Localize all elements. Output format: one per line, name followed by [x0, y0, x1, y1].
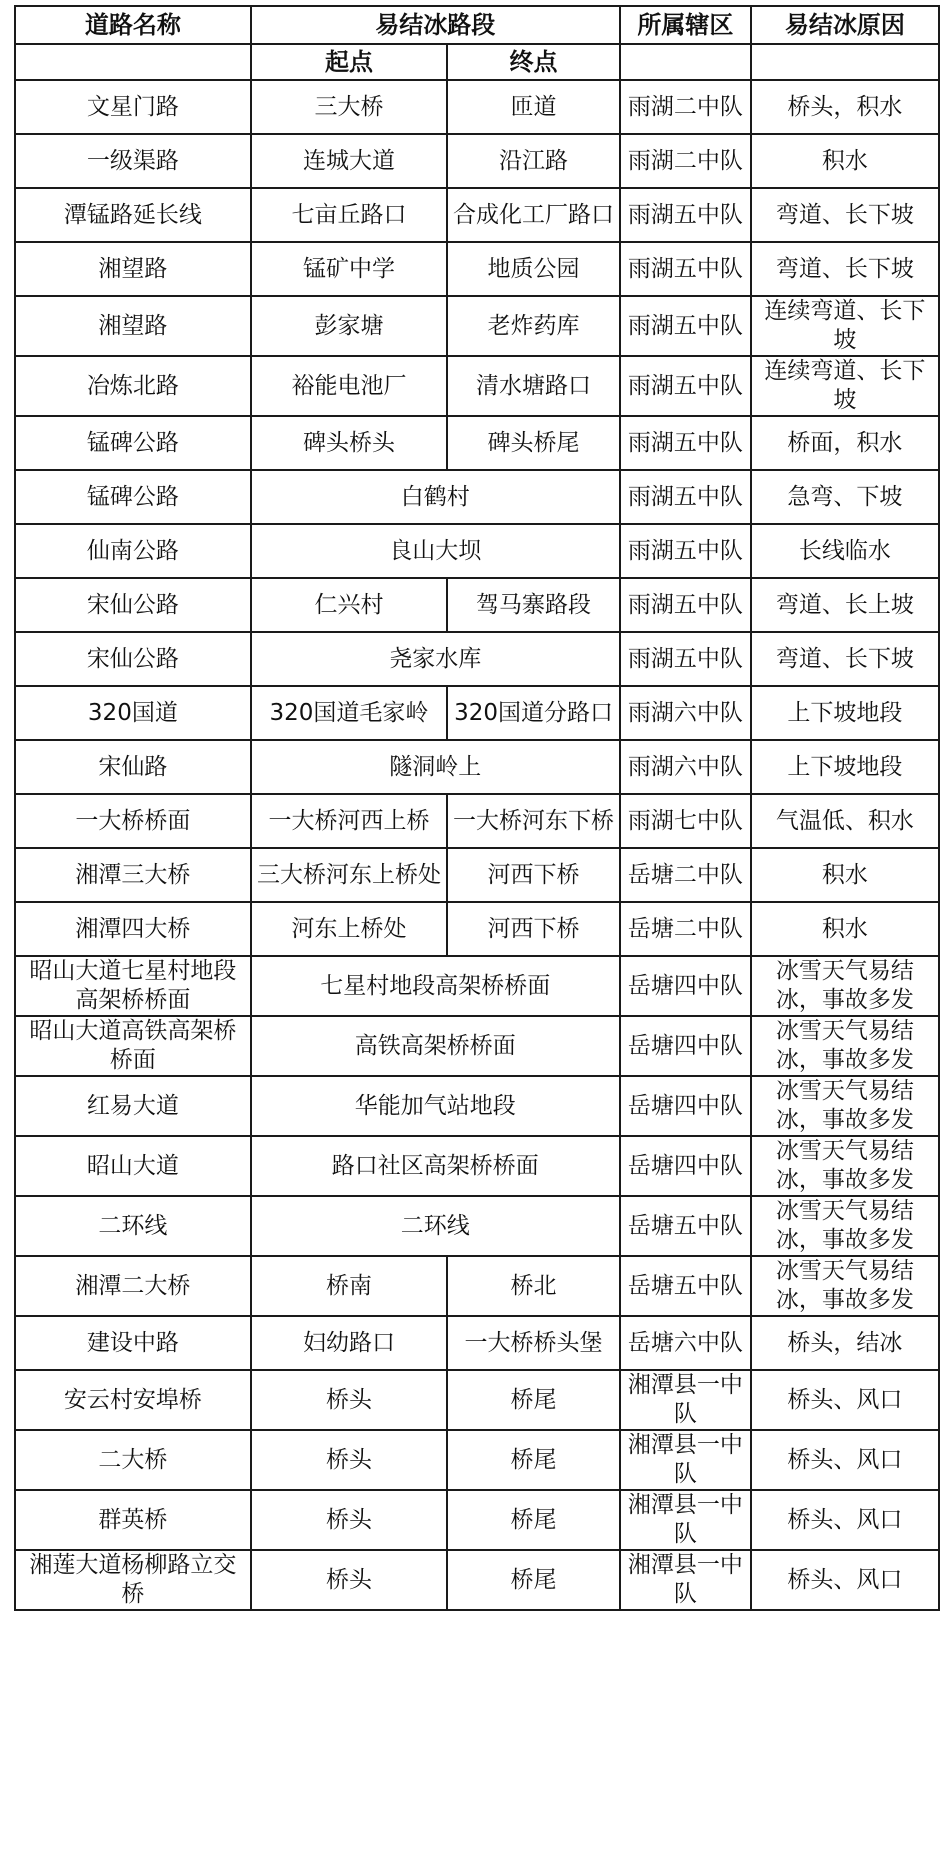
- icy-road-table: [14, 5, 940, 1611]
- section-merged-cell: 尧家水库: [251, 632, 620, 686]
- table-row: [15, 524, 939, 578]
- road-name-cell: 湘潭四大桥: [15, 902, 251, 956]
- table-row: [15, 188, 939, 242]
- district-cell: 岳塘二中队: [620, 902, 751, 956]
- table-row: [15, 1016, 939, 1076]
- road-name-cell: 冶炼北路: [15, 356, 251, 416]
- section-end-cell: 老炸药库: [447, 296, 620, 356]
- table-row: [15, 956, 939, 1016]
- reason-cell: 冰雪天气易结冰，事故多发: [751, 956, 939, 1016]
- reason-cell: 桥头、风口: [751, 1550, 939, 1610]
- table-row: [15, 296, 939, 356]
- road-name-cell: 320国道: [15, 686, 251, 740]
- table-row: [15, 242, 939, 296]
- table-row: [15, 1370, 939, 1430]
- subheader-empty: [15, 44, 251, 80]
- subheader-row: [15, 44, 939, 80]
- district-cell: 岳塘六中队: [620, 1316, 751, 1370]
- district-cell: 岳塘四中队: [620, 1016, 751, 1076]
- district-cell: 岳塘四中队: [620, 1076, 751, 1136]
- district-cell: 岳塘四中队: [620, 1136, 751, 1196]
- section-end-cell: 320国道分路口: [447, 686, 620, 740]
- district-cell: 岳塘二中队: [620, 848, 751, 902]
- section-start-cell: 桥头: [251, 1430, 447, 1490]
- header-row: [15, 6, 939, 44]
- district-cell: 雨湖五中队: [620, 188, 751, 242]
- district-cell: 雨湖六中队: [620, 686, 751, 740]
- district-cell: 雨湖五中队: [620, 296, 751, 356]
- road-name-cell: 二环线: [15, 1196, 251, 1256]
- table-row: [15, 80, 939, 134]
- section-start-cell: 三大桥: [251, 80, 447, 134]
- section-end-cell: 驾马寨路段: [447, 578, 620, 632]
- table-row: [15, 416, 939, 470]
- road-name-cell: 昭山大道高铁高架桥桥面: [15, 1016, 251, 1076]
- section-start-cell: 连城大道: [251, 134, 447, 188]
- district-cell: 岳塘五中队: [620, 1256, 751, 1316]
- reason-cell: 桥面，积水: [751, 416, 939, 470]
- reason-cell: 桥头，积水: [751, 80, 939, 134]
- road-name-cell: 一大桥桥面: [15, 794, 251, 848]
- table-row: [15, 470, 939, 524]
- section-end-cell: 桥尾: [447, 1490, 620, 1550]
- section-end-cell: 桥尾: [447, 1370, 620, 1430]
- section-merged-cell: 华能加气站地段: [251, 1076, 620, 1136]
- district-cell: 雨湖五中队: [620, 470, 751, 524]
- district-cell: 雨湖六中队: [620, 740, 751, 794]
- table-row: [15, 1136, 939, 1196]
- subheader-empty: [620, 44, 751, 80]
- section-end-cell: 河西下桥: [447, 848, 620, 902]
- road-name-cell: 建设中路: [15, 1316, 251, 1370]
- reason-cell: 长线临水: [751, 524, 939, 578]
- road-name-cell: 锰碑公路: [15, 416, 251, 470]
- reason-cell: 弯道、长上坡: [751, 578, 939, 632]
- section-merged-cell: 二环线: [251, 1196, 620, 1256]
- table-row: [15, 794, 939, 848]
- reason-cell: 急弯、下坡: [751, 470, 939, 524]
- road-name-cell: 二大桥: [15, 1430, 251, 1490]
- subheader-start: 起点: [251, 44, 447, 80]
- district-cell: 雨湖二中队: [620, 134, 751, 188]
- reason-cell: 桥头、风口: [751, 1490, 939, 1550]
- table-row: [15, 848, 939, 902]
- header-reason: 易结冰原因: [751, 6, 939, 44]
- section-start-cell: 妇幼路口: [251, 1316, 447, 1370]
- district-cell: 雨湖五中队: [620, 416, 751, 470]
- section-end-cell: 沿江路: [447, 134, 620, 188]
- reason-cell: 弯道、长下坡: [751, 242, 939, 296]
- section-end-cell: 一大桥河东下桥: [447, 794, 620, 848]
- road-name-cell: 仙南公路: [15, 524, 251, 578]
- district-cell: 湘潭县一中队: [620, 1490, 751, 1550]
- section-end-cell: 桥北: [447, 1256, 620, 1316]
- road-name-cell: 湘望路: [15, 296, 251, 356]
- reason-cell: 弯道、长下坡: [751, 632, 939, 686]
- reason-cell: 连续弯道、长下坡: [751, 356, 939, 416]
- section-merged-cell: 良山大坝: [251, 524, 620, 578]
- table-row: [15, 740, 939, 794]
- table-header: [15, 6, 939, 80]
- section-start-cell: 320国道毛家岭: [251, 686, 447, 740]
- reason-cell: 弯道、长下坡: [751, 188, 939, 242]
- header-road-name: 道路名称: [15, 6, 251, 44]
- reason-cell: 上下坡地段: [751, 740, 939, 794]
- district-cell: 雨湖五中队: [620, 578, 751, 632]
- road-name-cell: 湘潭三大桥: [15, 848, 251, 902]
- section-start-cell: 桥南: [251, 1256, 447, 1316]
- road-name-cell: 湘莲大道杨柳路立交桥: [15, 1550, 251, 1610]
- district-cell: 雨湖五中队: [620, 242, 751, 296]
- table-row: [15, 1196, 939, 1256]
- section-start-cell: 三大桥河东上桥处: [251, 848, 447, 902]
- road-name-cell: 宋仙路: [15, 740, 251, 794]
- table-row: [15, 1550, 939, 1610]
- subheader-empty: [751, 44, 939, 80]
- road-name-cell: 宋仙公路: [15, 578, 251, 632]
- district-cell: 岳塘五中队: [620, 1196, 751, 1256]
- road-name-cell: 潭锰路延长线: [15, 188, 251, 242]
- reason-cell: 冰雪天气易结冰，事故多发: [751, 1256, 939, 1316]
- section-end-cell: 合成化工厂路口: [447, 188, 620, 242]
- section-end-cell: 地质公园: [447, 242, 620, 296]
- section-end-cell: 匝道: [447, 80, 620, 134]
- section-end-cell: 清水塘路口: [447, 356, 620, 416]
- road-name-cell: 湘望路: [15, 242, 251, 296]
- section-merged-cell: 隧洞岭上: [251, 740, 620, 794]
- road-name-cell: 湘潭二大桥: [15, 1256, 251, 1316]
- road-name-cell: 锰碑公路: [15, 470, 251, 524]
- section-start-cell: 彭家塘: [251, 296, 447, 356]
- section-end-cell: 碑头桥尾: [447, 416, 620, 470]
- table-row: [15, 134, 939, 188]
- road-name-cell: 安云村安埠桥: [15, 1370, 251, 1430]
- section-start-cell: 河东上桥处: [251, 902, 447, 956]
- reason-cell: 气温低、积水: [751, 794, 939, 848]
- road-name-cell: 红易大道: [15, 1076, 251, 1136]
- road-name-cell: 一级渠路: [15, 134, 251, 188]
- section-merged-cell: 七星村地段高架桥桥面: [251, 956, 620, 1016]
- header-section: 易结冰路段: [251, 6, 620, 44]
- road-name-cell: 群英桥: [15, 1490, 251, 1550]
- section-start-cell: 裕能电池厂: [251, 356, 447, 416]
- section-start-cell: 仁兴村: [251, 578, 447, 632]
- table-row: [15, 578, 939, 632]
- district-cell: 雨湖五中队: [620, 524, 751, 578]
- table-body: [15, 80, 939, 1610]
- header-district: 所属辖区: [620, 6, 751, 44]
- reason-cell: 桥头、风口: [751, 1370, 939, 1430]
- subheader-end: 终点: [447, 44, 620, 80]
- table-row: [15, 632, 939, 686]
- district-cell: 岳塘四中队: [620, 956, 751, 1016]
- table-row: [15, 1316, 939, 1370]
- district-cell: 湘潭县一中队: [620, 1550, 751, 1610]
- section-start-cell: 七亩丘路口: [251, 188, 447, 242]
- district-cell: 雨湖五中队: [620, 632, 751, 686]
- table-row: [15, 1076, 939, 1136]
- table-row: [15, 1490, 939, 1550]
- road-name-cell: 文星门路: [15, 80, 251, 134]
- reason-cell: 积水: [751, 134, 939, 188]
- reason-cell: 连续弯道、长下坡: [751, 296, 939, 356]
- section-end-cell: 一大桥桥头堡: [447, 1316, 620, 1370]
- section-merged-cell: 白鹤村: [251, 470, 620, 524]
- district-cell: 雨湖五中队: [620, 356, 751, 416]
- reason-cell: 冰雪天气易结冰，事故多发: [751, 1016, 939, 1076]
- table-row: [15, 1430, 939, 1490]
- section-start-cell: 锰矿中学: [251, 242, 447, 296]
- section-merged-cell: 路口社区高架桥桥面: [251, 1136, 620, 1196]
- section-end-cell: 桥尾: [447, 1430, 620, 1490]
- section-start-cell: 桥头: [251, 1550, 447, 1610]
- table-row: [15, 356, 939, 416]
- reason-cell: 冰雪天气易结冰，事故多发: [751, 1076, 939, 1136]
- reason-cell: 积水: [751, 848, 939, 902]
- section-end-cell: 河西下桥: [447, 902, 620, 956]
- road-name-cell: 昭山大道七星村地段高架桥桥面: [15, 956, 251, 1016]
- reason-cell: 上下坡地段: [751, 686, 939, 740]
- reason-cell: 桥头，结冰: [751, 1316, 939, 1370]
- reason-cell: 积水: [751, 902, 939, 956]
- section-start-cell: 桥头: [251, 1370, 447, 1430]
- road-name-cell: 昭山大道: [15, 1136, 251, 1196]
- table-row: [15, 686, 939, 740]
- table-row: [15, 902, 939, 956]
- section-merged-cell: 高铁高架桥桥面: [251, 1016, 620, 1076]
- district-cell: 湘潭县一中队: [620, 1370, 751, 1430]
- reason-cell: 冰雪天气易结冰，事故多发: [751, 1196, 939, 1256]
- district-cell: 湘潭县一中队: [620, 1430, 751, 1490]
- road-name-cell: 宋仙公路: [15, 632, 251, 686]
- table-row: [15, 1256, 939, 1316]
- reason-cell: 冰雪天气易结冰，事故多发: [751, 1136, 939, 1196]
- reason-cell: 桥头、风口: [751, 1430, 939, 1490]
- section-end-cell: 桥尾: [447, 1550, 620, 1610]
- section-start-cell: 一大桥河西上桥: [251, 794, 447, 848]
- section-start-cell: 桥头: [251, 1490, 447, 1550]
- district-cell: 雨湖七中队: [620, 794, 751, 848]
- section-start-cell: 碑头桥头: [251, 416, 447, 470]
- district-cell: 雨湖二中队: [620, 80, 751, 134]
